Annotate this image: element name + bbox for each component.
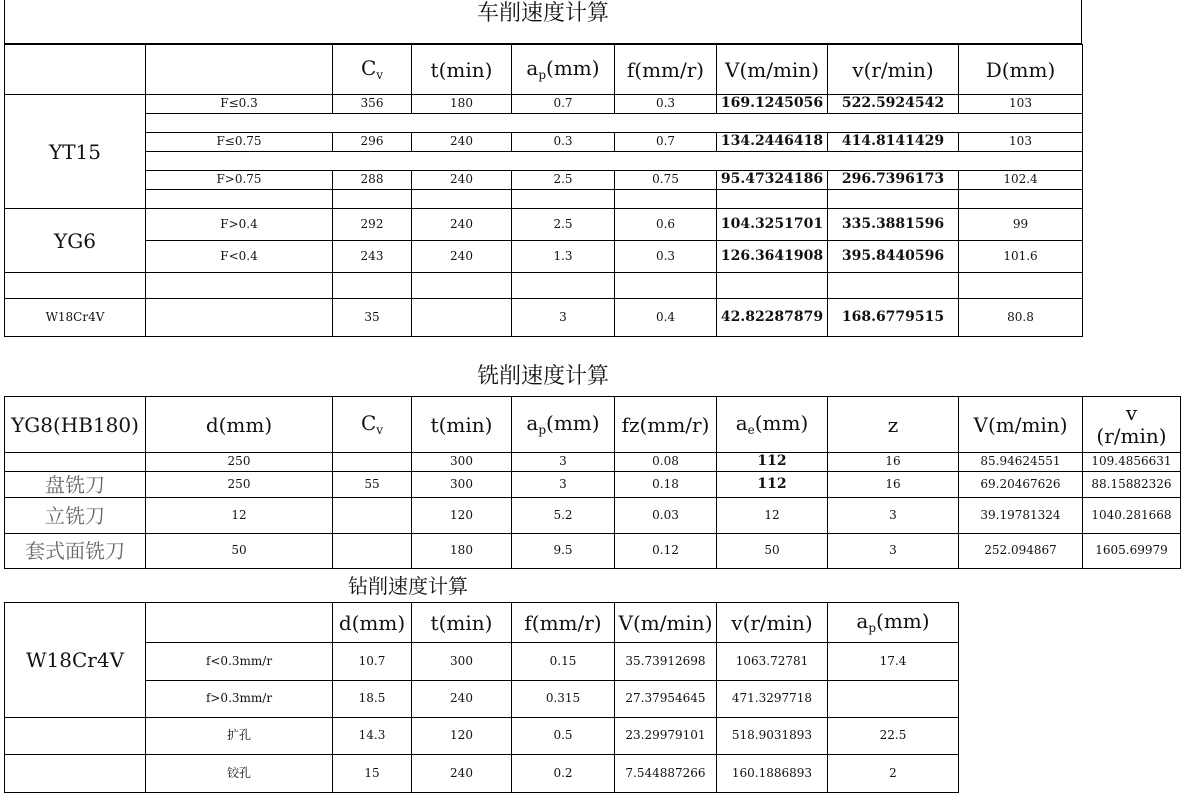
cell-ap: 3	[512, 472, 615, 498]
cell-cv: 288	[333, 171, 412, 190]
cell-cond	[146, 299, 333, 337]
table-row	[5, 498, 1181, 534]
cell-d: 12	[146, 498, 333, 534]
cell-f: 0.315	[512, 681, 615, 718]
cell-ap: 2.5	[512, 209, 615, 241]
spacer-cell	[717, 190, 828, 209]
header-t: t(min)	[412, 45, 512, 95]
cell-z: 3	[828, 498, 959, 534]
cell-V: 104.3251701	[717, 209, 828, 241]
cell-t: 240	[412, 133, 512, 152]
header-v: v(r/min)	[828, 45, 959, 95]
spacer-cell	[333, 273, 412, 299]
cell-d: 10.7	[333, 643, 412, 681]
cell-V: 39.19781324	[959, 498, 1083, 534]
cell-t: 300	[412, 472, 512, 498]
spacer-cell	[615, 190, 717, 209]
cell-V: 69.20467626	[959, 472, 1083, 498]
cell-D: 101.6	[959, 241, 1083, 273]
cell-V: 169.1245056	[717, 95, 828, 114]
cell-d: 14.3	[333, 718, 412, 755]
cell-t: 300	[412, 453, 512, 472]
cell-tool: 立铣刀	[5, 498, 146, 534]
table-row	[5, 299, 1083, 337]
cell-z: 16	[828, 453, 959, 472]
cell-cond: 扩孔	[146, 718, 333, 755]
cell-cv: 292	[333, 209, 412, 241]
cell-cv	[333, 534, 412, 569]
cell-V: 7.544887266	[615, 755, 717, 793]
spacer-cell	[959, 190, 1083, 209]
cell-v: 1063.72781	[717, 643, 828, 681]
header-t: t(min)	[412, 397, 512, 453]
cell-cv: 296	[333, 133, 412, 152]
cell-ap: 0.3	[512, 133, 615, 152]
cell-f: 0.2	[512, 755, 615, 793]
header-ap: $a_p(mm)$	[512, 45, 615, 95]
cell-cond: 铰孔	[146, 755, 333, 793]
table-row	[5, 133, 1083, 152]
cell-f: 0.6	[615, 209, 717, 241]
cell-v: 296.7396173	[828, 171, 959, 190]
table-row	[5, 453, 1181, 472]
header-f: f(mm/r)	[512, 603, 615, 643]
spacer-cell	[717, 273, 828, 299]
header-ae: $a_e(mm)$	[717, 397, 828, 453]
table-row	[5, 718, 959, 755]
cell-v: 335.3881596	[828, 209, 959, 241]
cell-V: 27.37954645	[615, 681, 717, 718]
cell-v: 1040.281668	[1083, 498, 1181, 534]
spacer-cell	[412, 273, 512, 299]
cell-f: 0.3	[615, 241, 717, 273]
header-ap: $a_p(mm)$	[828, 603, 959, 643]
cell-V: 95.47324186	[717, 171, 828, 190]
cell-ae: 50	[717, 534, 828, 569]
cell-ap	[828, 681, 959, 718]
table-row	[5, 95, 1083, 114]
table-row	[5, 209, 1083, 241]
group-yg6: YG6	[5, 209, 146, 273]
cell-cv: 55	[333, 472, 412, 498]
spacer-cell	[333, 190, 412, 209]
header-cv: $C_v$	[333, 45, 412, 95]
cell-fz: 0.12	[615, 534, 717, 569]
cell-t: 180	[412, 534, 512, 569]
group-w18: W18Cr4V	[5, 299, 146, 337]
spacer-cell	[146, 114, 1083, 133]
cell-cond: f>0.3mm/r	[146, 681, 333, 718]
group-yt15: YT15	[5, 95, 146, 209]
cell-cond: F>0.75	[146, 171, 333, 190]
material-cell-cont	[5, 755, 146, 793]
cell-V: 126.3641908	[717, 241, 828, 273]
cell-cond: f<0.3mm/r	[146, 643, 333, 681]
header-V: V(m/min)	[717, 45, 828, 95]
milling-header-row	[5, 397, 1181, 453]
cell-f: 0.4	[615, 299, 717, 337]
cell-d: 18.5	[333, 681, 412, 718]
cell-f: 0.3	[615, 95, 717, 114]
turning-title: 车削速度计算	[4, 0, 1082, 44]
cell-v: 522.5924542	[828, 95, 959, 114]
cell-cond: F<0.4	[146, 241, 333, 273]
cell-v: 168.6779515	[828, 299, 959, 337]
cell-v: 414.8141429	[828, 133, 959, 152]
cell-d: 50	[146, 534, 333, 569]
cell-D: 102.4	[959, 171, 1083, 190]
cell-ap: 17.4	[828, 643, 959, 681]
cell-f: 0.7	[615, 133, 717, 152]
cell-ap: 1.3	[512, 241, 615, 273]
cell-cv: 243	[333, 241, 412, 273]
spacer-cell	[512, 273, 615, 299]
milling-title: 铣削速度计算	[476, 364, 609, 389]
cell-d: 250	[146, 453, 333, 472]
spacer-cell	[828, 190, 959, 209]
table-row	[5, 534, 1181, 569]
table-row	[5, 241, 1083, 273]
cell-d: 15	[333, 755, 412, 793]
cell-cv	[333, 498, 412, 534]
cell-D: 80.8	[959, 299, 1083, 337]
cell-z: 3	[828, 534, 959, 569]
material-cell-cont	[5, 718, 146, 755]
table-row	[5, 643, 959, 681]
cell-ap: 9.5	[512, 534, 615, 569]
spacer-cell	[615, 273, 717, 299]
cell-v: 88.15882326	[1083, 472, 1181, 498]
header-empty	[146, 603, 333, 643]
cell-ap: 2	[828, 755, 959, 793]
cell-fz: 0.18	[615, 472, 717, 498]
cell-fz: 0.08	[615, 453, 717, 472]
spacer-cell	[146, 273, 333, 299]
header-cv: $C_v$	[333, 397, 412, 453]
cell-cv: 35	[333, 299, 412, 337]
cell-t	[412, 299, 512, 337]
cell-f: 0.15	[512, 643, 615, 681]
cell-v: 518.9031893	[717, 718, 828, 755]
cell-d: 250	[146, 472, 333, 498]
cell-V: 23.29979101	[615, 718, 717, 755]
cell-f: 0.5	[512, 718, 615, 755]
cell-cond: F≤0.3	[146, 95, 333, 114]
cell-ap: 0.7	[512, 95, 615, 114]
header-v: v (r/min)	[1083, 397, 1181, 453]
spacer-cell	[512, 190, 615, 209]
spacer-cell	[146, 152, 1083, 171]
header-material: YG8(HB180)	[5, 397, 146, 453]
cell-cond: F>0.4	[146, 209, 333, 241]
cell-cond: F≤0.75	[146, 133, 333, 152]
table-row	[5, 472, 1181, 498]
cell-t: 240	[412, 755, 512, 793]
spacer-row	[5, 114, 1083, 133]
spacer-row	[5, 273, 1083, 299]
header-z: z	[828, 397, 959, 453]
header-d: d(mm)	[333, 603, 412, 643]
cell-z: 16	[828, 472, 959, 498]
cell-f: 0.75	[615, 171, 717, 190]
header-f: f(mm/r)	[615, 45, 717, 95]
table-row	[5, 755, 959, 793]
header-v: v(r/min)	[717, 603, 828, 643]
header-V: V(m/min)	[959, 397, 1083, 453]
cell-tool: 套式面铣刀	[5, 534, 146, 569]
cell-ap: 3	[512, 299, 615, 337]
cell-fz: 0.03	[615, 498, 717, 534]
cell-V: 134.2446418	[717, 133, 828, 152]
table-row	[5, 171, 1083, 190]
table-row	[5, 681, 959, 718]
header-V: V(m/min)	[615, 603, 717, 643]
drilling-table	[4, 602, 959, 793]
cell-t: 300	[412, 643, 512, 681]
cell-V: 252.094867	[959, 534, 1083, 569]
cell-cv	[333, 453, 412, 472]
cell-t: 120	[412, 498, 512, 534]
header-ap: $a_p(mm)$	[512, 397, 615, 453]
cell-v: 395.8440596	[828, 241, 959, 273]
cell-t: 240	[412, 681, 512, 718]
spacer-cell	[146, 190, 333, 209]
cell-ap: 22.5	[828, 718, 959, 755]
drilling-material: W18Cr4V	[5, 603, 146, 718]
header-empty	[146, 45, 333, 95]
cell-D: 103	[959, 133, 1083, 152]
milling-table	[4, 396, 1181, 569]
header-d: d(mm)	[146, 397, 333, 453]
cell-V: 42.82287879	[717, 299, 828, 337]
cell-ae: 12	[717, 498, 828, 534]
header-fz: fz(mm/r)	[615, 397, 717, 453]
cell-ap: 3	[512, 453, 615, 472]
cell-ae: 112	[717, 453, 828, 472]
spacer-cell	[412, 190, 512, 209]
spacer-row	[5, 152, 1083, 171]
cell-v: 160.1886893	[717, 755, 828, 793]
spacer-cell	[959, 273, 1083, 299]
spacer-row	[5, 190, 1083, 209]
cell-t: 240	[412, 241, 512, 273]
cell-ap: 5.2	[512, 498, 615, 534]
drilling-title: 钻削速度计算	[348, 574, 468, 598]
cell-v: 471.3297718	[717, 681, 828, 718]
cell-t: 240	[412, 209, 512, 241]
cell-V: 35.73912698	[615, 643, 717, 681]
drilling-header-row	[5, 603, 959, 643]
cell-ap: 2.5	[512, 171, 615, 190]
cell-ae: 112	[717, 472, 828, 498]
cell-t: 240	[412, 171, 512, 190]
cell-v: 1605.69979	[1083, 534, 1181, 569]
header-empty	[5, 45, 146, 95]
cell-cv: 356	[333, 95, 412, 114]
cell-V: 85.94624551	[959, 453, 1083, 472]
header-D: D(mm)	[959, 45, 1083, 95]
turning-table	[4, 44, 1083, 337]
cell-t: 180	[412, 95, 512, 114]
cell-t: 120	[412, 718, 512, 755]
cell-tool: 盘铣刀	[5, 472, 146, 498]
cell-D: 103	[959, 95, 1083, 114]
turning-header-row	[5, 45, 1083, 95]
cell-tool	[5, 453, 146, 472]
header-t: t(min)	[412, 603, 512, 643]
cell-D: 99	[959, 209, 1083, 241]
spacer-cell	[5, 273, 146, 299]
spacer-cell	[828, 273, 959, 299]
cell-v: 109.4856631	[1083, 453, 1181, 472]
